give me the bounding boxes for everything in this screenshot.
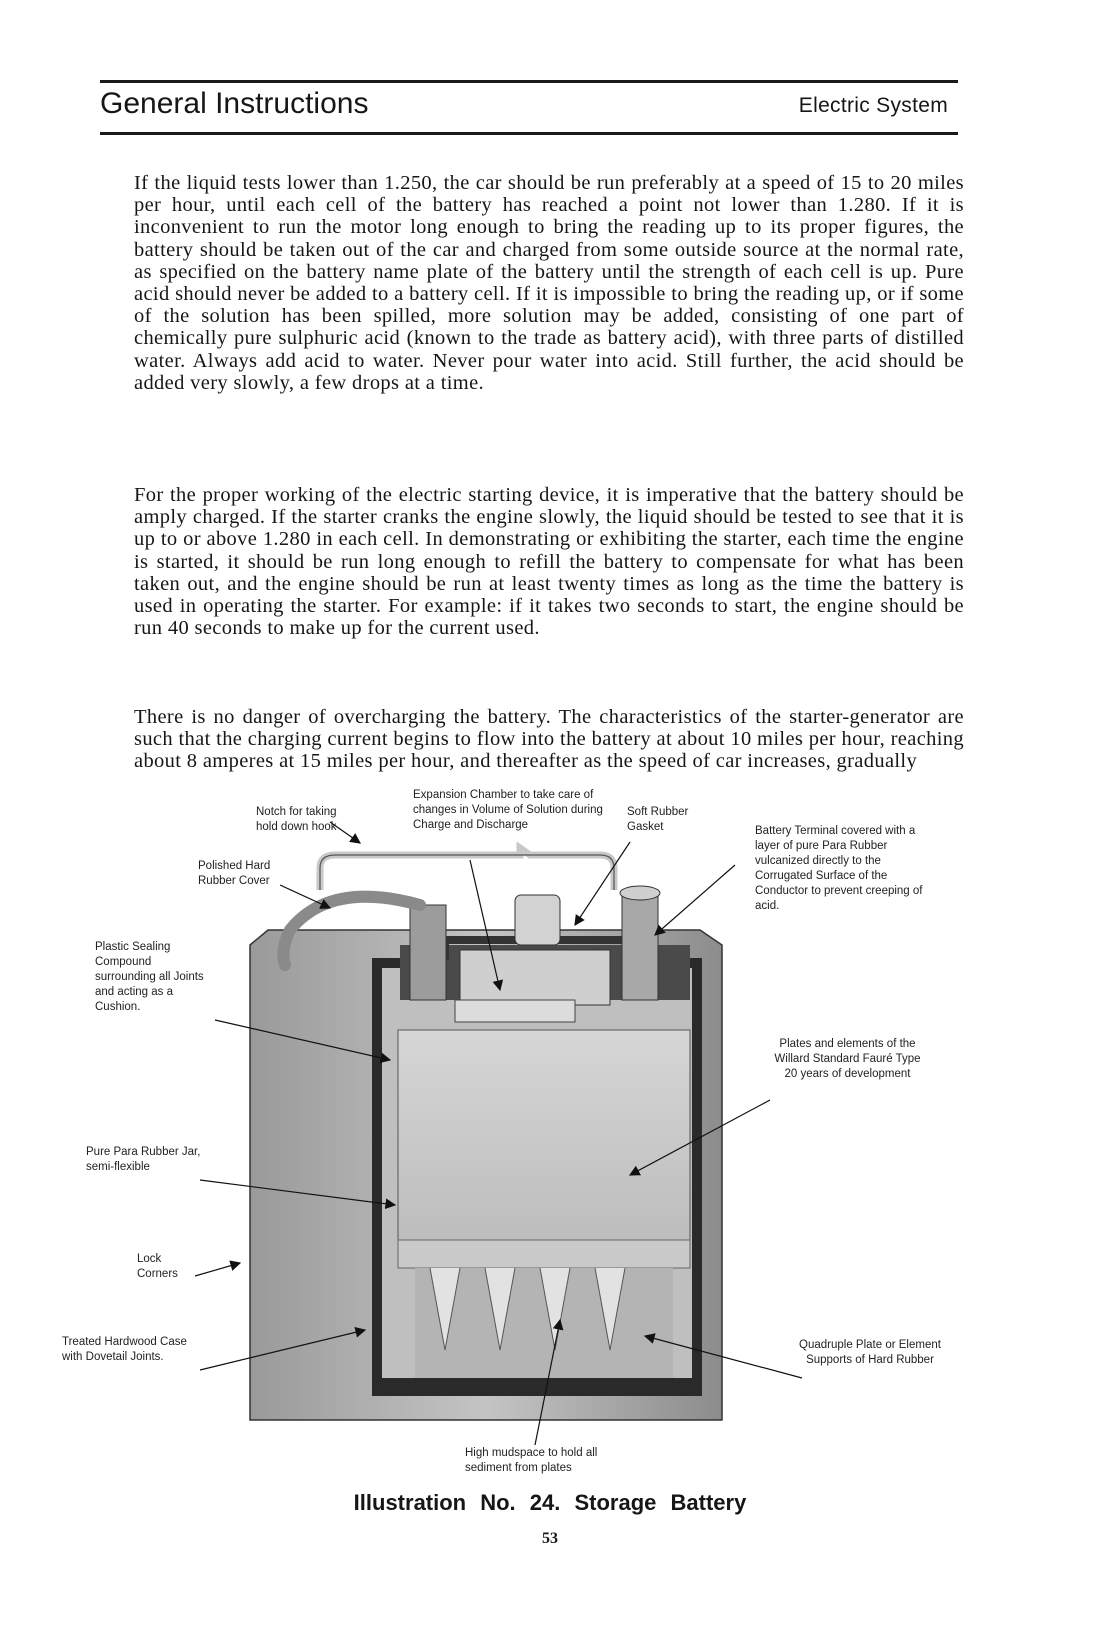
page-number: 53	[542, 1530, 558, 1547]
label-plates-elements: Plates and elements of the Willard Standard Fauré Type 20 years of development	[774, 1038, 921, 1080]
label-polished-cover: Polished Hard Rubber Cover	[198, 860, 271, 887]
paragraph-liquid-test: If the liquid tests lower than 1.250, the car should be run preferably at a speed of 15 to 20 miles per hour, until each cell of the battery has reached a point not lower than 1.280. If it is inconvenient to run the motor long enough to bring the reading up to its proper figures, the battery should be taken out of the car and charged from some outside source at the normal rate, as specified on the battery name plate of the battery until the strength of each cell is up. Pure acid should never be added to a battery cell. If it is impossible to bring the reading up, or if some of the solution has been spilled, more solution may be added, consisting of one part of chemically pure sulphuric acid (known to the trade as battery acid), with three parts of distilled water. Always add acid to water. Never pour water into acid. Still further, the acid should be added very slowly, a few drops at a time.	[134, 172, 964, 394]
label-battery-terminal: Battery Terminal covered with a layer of pure Para Rubber vulcanized directly to the Corrugated Surface of the Conductor to prevent creeping of acid.	[755, 825, 923, 912]
section-title: General Instructions	[100, 87, 369, 120]
label-lock-corners: Lock Corners	[137, 1253, 178, 1280]
label-quadruple-supports: Quadruple Plate or Element Supports of Hard Rubber	[799, 1339, 941, 1366]
label-plastic-sealing: Plastic Sealing Compound surrounding all Joints and acting as a Cushion.	[95, 941, 204, 1013]
section-subtitle: Electric System	[798, 94, 948, 117]
figure-caption: Illustration No. 24. Storage Battery	[353, 1490, 747, 1515]
label-expansion-chamber: Expansion Chamber to take care of changes in Volume of Solution during Charge and Discharge	[413, 789, 603, 831]
label-notch: Notch for taking hold down hook	[256, 806, 337, 833]
label-hardwood-case: Treated Hardwood Case with Dovetail Joints.	[62, 1336, 187, 1363]
label-rubber-jar: Pure Para Rubber Jar, semi-flexible	[86, 1146, 201, 1173]
paragraph-overcharging: There is no danger of overcharging the battery. The characteristics of the starter-generator are such that the charging current begins to flow into the battery at about 10 miles per hour, reaching about 8 amperes at 15 miles per hour, and thereafter as the speed of car increases, gradually	[134, 706, 964, 773]
label-soft-rubber-gasket: Soft Rubber Gasket	[627, 806, 689, 833]
paragraph-starting-device: For the proper working of the electric starting device, it is imperative that the battery should be amply charged. If the starter cranks the engine slowly, the liquid should be tested to see that it is up to or above 1.280 in each cell. In demonstrating or exhibiting the starter, each time the engine is started, it should be run long enough to refill the battery to compensate for what has been taken out, and the engine should be run at least twenty times as long as the time the battery is used in operating the starter. For example: if it takes two seconds to start, the engine should be run 40 seconds to make up for the current used.	[134, 484, 964, 640]
label-mudspace: High mudspace to hold all sediment from plates	[465, 1447, 598, 1474]
